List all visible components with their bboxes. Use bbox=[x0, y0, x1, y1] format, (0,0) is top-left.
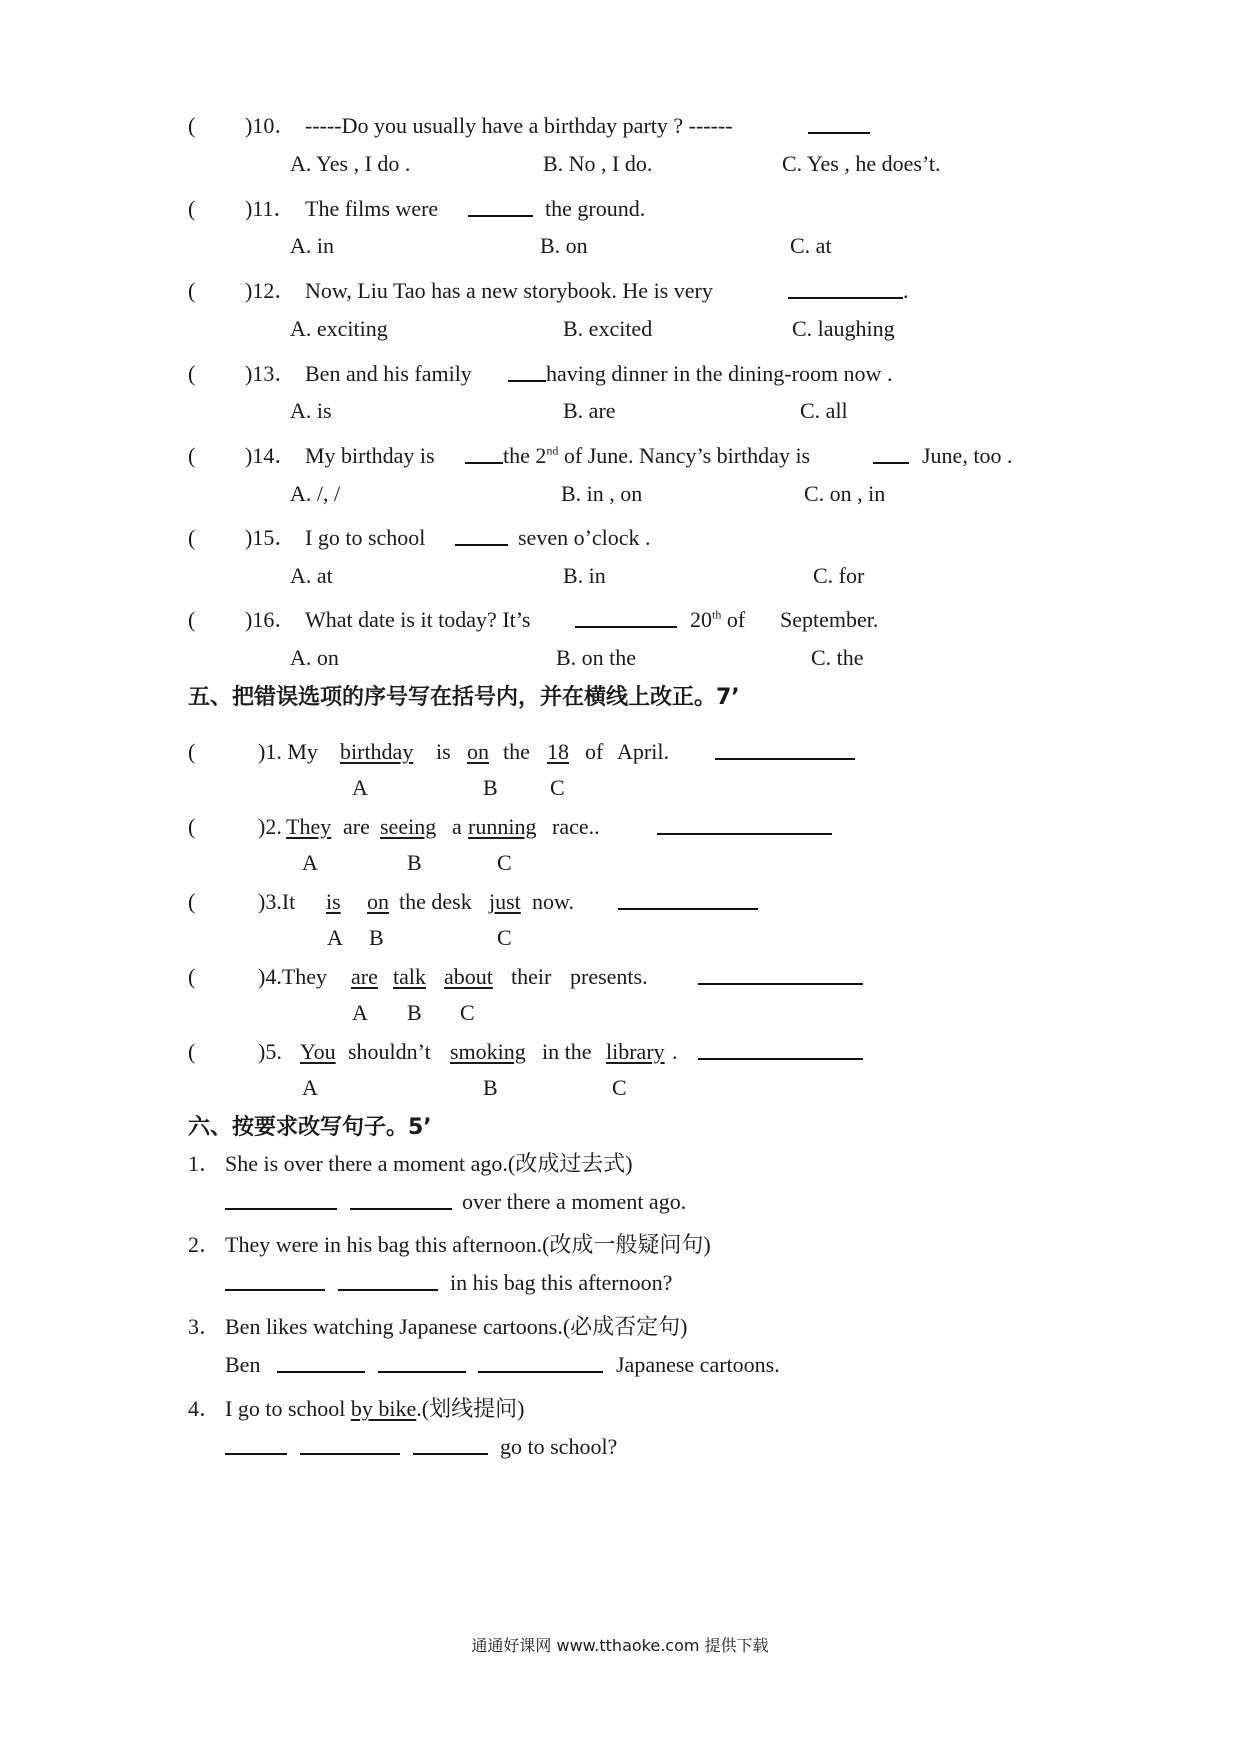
option-a: A. exciting bbox=[290, 316, 388, 341]
answer-paren: ( bbox=[188, 964, 196, 989]
word: . bbox=[672, 1039, 678, 1064]
question-number: )5. bbox=[258, 1039, 282, 1064]
option-c: C. all bbox=[800, 398, 848, 423]
question-number: )14． bbox=[245, 443, 297, 468]
answer-head: Ben bbox=[225, 1352, 261, 1377]
answer-blank[interactable] bbox=[508, 360, 546, 382]
question-text: They were in his bag this afternoon.(改成一般疑问句) bbox=[225, 1232, 711, 1257]
option-b: B. in bbox=[563, 563, 606, 588]
option-a: A. on bbox=[290, 645, 339, 670]
answer-blank[interactable] bbox=[808, 112, 870, 134]
question-text-mid: 20th of bbox=[690, 607, 746, 632]
label-a: A bbox=[352, 1000, 368, 1025]
question-number: )1. My bbox=[258, 739, 318, 764]
question-number: )11． bbox=[245, 196, 296, 221]
question-number: 4． bbox=[188, 1396, 222, 1421]
underlined-word-b: seeing bbox=[380, 814, 437, 839]
label-b: B bbox=[407, 1000, 422, 1025]
question-number: )4.They bbox=[258, 964, 328, 989]
word: in the bbox=[542, 1039, 592, 1064]
question-text: She is over there a moment ago.(改成过去式) bbox=[225, 1151, 633, 1176]
question-text: What date is it today? It’s bbox=[305, 607, 531, 632]
option-b: B. on bbox=[540, 233, 588, 258]
option-a: A. in bbox=[290, 233, 334, 258]
underlined-phrase: by bike bbox=[350, 1396, 417, 1421]
answer-blank[interactable] bbox=[873, 442, 909, 464]
question-text: -----Do you usually have a birthday party ? ------ bbox=[305, 113, 733, 138]
label-c: C bbox=[550, 775, 565, 800]
answer-blank[interactable] bbox=[300, 1433, 400, 1455]
answer-paren: ( bbox=[188, 1039, 196, 1064]
section-6-heading: 六、按要求改写句子。5’ bbox=[188, 1115, 432, 1140]
word: a bbox=[452, 814, 462, 839]
answer-paren: ( bbox=[188, 196, 196, 221]
question-text-end: having dinner in the dining-room now . bbox=[546, 361, 893, 386]
option-c: C. on , in bbox=[804, 481, 886, 506]
section-5-heading: 五、把错误选项的序号写在括号内，并在横线上改正。7’ bbox=[188, 685, 740, 710]
question-number: )12． bbox=[245, 278, 297, 303]
answer-paren: ( bbox=[188, 113, 196, 138]
question-text-end: seven o’clock . bbox=[518, 525, 651, 550]
underlined-word-a: is bbox=[326, 889, 341, 914]
correction-blank[interactable] bbox=[698, 963, 863, 985]
answer-blank[interactable] bbox=[478, 1351, 603, 1373]
answer-paren: ( bbox=[188, 889, 196, 914]
label-b: B bbox=[483, 1075, 498, 1100]
question-text: The films were bbox=[305, 196, 439, 221]
question-text-end: the ground. bbox=[545, 196, 646, 221]
underlined-word-b: talk bbox=[393, 964, 426, 989]
page-footer: 通通好课网 www.tthaoke.com 提供下载 bbox=[471, 1636, 769, 1655]
option-a: A. at bbox=[290, 563, 333, 588]
option-c: C. the bbox=[811, 645, 864, 670]
question-number: )16． bbox=[245, 607, 297, 632]
answer-blank[interactable] bbox=[468, 195, 533, 217]
answer-paren: ( bbox=[188, 443, 196, 468]
underlined-word-c: running bbox=[468, 814, 537, 839]
question-number: )3.It bbox=[258, 889, 296, 914]
underlined-word-c: library bbox=[606, 1039, 665, 1064]
word: the bbox=[503, 739, 530, 764]
question-text: Now, Liu Tao has a new storybook. He is very bbox=[305, 278, 713, 303]
answer-paren: ( bbox=[188, 278, 196, 303]
option-b: B. are bbox=[563, 398, 616, 423]
answer-blank[interactable] bbox=[225, 1188, 337, 1210]
answer-blank[interactable] bbox=[465, 442, 503, 464]
question-text: I go to school bbox=[305, 525, 426, 550]
answer-blank[interactable] bbox=[455, 524, 508, 546]
option-c: C. Yes , he does’t. bbox=[782, 151, 941, 176]
word: April. bbox=[617, 739, 669, 764]
label-b: B bbox=[407, 850, 422, 875]
underlined-word-a: You bbox=[300, 1039, 336, 1064]
word: is bbox=[436, 739, 451, 764]
answer-paren: ( bbox=[188, 607, 196, 632]
word: now. bbox=[532, 889, 574, 914]
correction-blank[interactable] bbox=[715, 738, 855, 760]
answer-blank[interactable] bbox=[413, 1433, 488, 1455]
word: presents. bbox=[570, 964, 648, 989]
question-number: )15． bbox=[245, 525, 297, 550]
label-a: A bbox=[352, 775, 368, 800]
word: race.. bbox=[552, 814, 600, 839]
answer-paren: ( bbox=[188, 814, 196, 839]
answer-tail: over there a moment ago. bbox=[462, 1189, 687, 1214]
answer-blank[interactable] bbox=[225, 1433, 287, 1455]
label-c: C bbox=[497, 850, 512, 875]
question-number: )13． bbox=[245, 361, 297, 386]
label-c: C bbox=[460, 1000, 475, 1025]
question-text-end: September. bbox=[780, 607, 879, 632]
question-text-end: June, too . bbox=[922, 443, 1013, 468]
answer-blank[interactable] bbox=[338, 1269, 438, 1291]
answer-paren: ( bbox=[188, 361, 196, 386]
label-a: A bbox=[302, 1075, 318, 1100]
question-text: I go to school by bike.(划线提问) bbox=[225, 1396, 525, 1421]
word: of bbox=[585, 739, 604, 764]
answer-tail: Japanese cartoons. bbox=[616, 1352, 780, 1377]
underlined-word-a: They bbox=[286, 814, 332, 839]
underlined-word-b: smoking bbox=[450, 1039, 526, 1064]
question-text: Ben and his family bbox=[305, 361, 472, 386]
label-c: C bbox=[497, 925, 512, 950]
option-a: A. /, / bbox=[290, 481, 341, 506]
option-b: B. excited bbox=[563, 316, 653, 341]
underlined-word-a: are bbox=[351, 964, 378, 989]
label-b: B bbox=[369, 925, 384, 950]
correction-blank[interactable] bbox=[618, 888, 758, 910]
question-number: 2． bbox=[188, 1232, 222, 1257]
question-text: My birthday is bbox=[305, 443, 435, 468]
option-b: B. in , on bbox=[561, 481, 643, 506]
correction-blank[interactable] bbox=[657, 813, 832, 835]
question-number: 1． bbox=[188, 1151, 222, 1176]
answer-blank[interactable] bbox=[350, 1188, 452, 1210]
label-c: C bbox=[612, 1075, 627, 1100]
option-b: B. No , I do. bbox=[543, 151, 653, 176]
word: shouldn’t bbox=[348, 1039, 431, 1064]
underlined-word-a: birthday bbox=[340, 739, 414, 764]
answer-blank[interactable] bbox=[575, 606, 677, 628]
correction-blank[interactable] bbox=[698, 1038, 863, 1060]
answer-blank[interactable] bbox=[788, 277, 903, 299]
word: are bbox=[343, 814, 370, 839]
question-text: Ben likes watching Japanese cartoons.(必成否定句) bbox=[225, 1314, 688, 1339]
answer-blank[interactable] bbox=[225, 1269, 325, 1291]
option-b: B. on the bbox=[556, 645, 637, 670]
question-text-mid: the 2nd of June. Nancy’s birthday is bbox=[503, 443, 811, 468]
word: the desk bbox=[399, 889, 472, 914]
answer-paren: ( bbox=[188, 525, 196, 550]
label-b: B bbox=[483, 775, 498, 800]
question-number: 3． bbox=[188, 1314, 222, 1339]
label-a: A bbox=[302, 850, 318, 875]
question-number: )10． bbox=[245, 113, 297, 138]
option-c: C. laughing bbox=[792, 316, 895, 341]
question-text-end: . bbox=[903, 278, 909, 303]
word: their bbox=[511, 964, 552, 989]
underlined-word-c: 18 bbox=[547, 739, 569, 764]
question-number: )2. bbox=[258, 814, 282, 839]
option-c: C. for bbox=[813, 563, 865, 588]
option-c: C. at bbox=[790, 233, 832, 258]
underlined-word-b: on bbox=[467, 739, 489, 764]
underlined-word-c: just bbox=[489, 889, 521, 914]
option-a: A. Yes , I do . bbox=[290, 151, 411, 176]
underlined-word-b: on bbox=[367, 889, 389, 914]
answer-blank[interactable] bbox=[378, 1351, 466, 1373]
answer-tail: in his bag this afternoon? bbox=[450, 1270, 673, 1295]
answer-tail: go to school? bbox=[500, 1434, 618, 1459]
answer-blank[interactable] bbox=[277, 1351, 365, 1373]
answer-paren: ( bbox=[188, 739, 196, 764]
label-a: A bbox=[327, 925, 343, 950]
option-a: A. is bbox=[290, 398, 332, 423]
underlined-word-c: about bbox=[444, 964, 493, 989]
